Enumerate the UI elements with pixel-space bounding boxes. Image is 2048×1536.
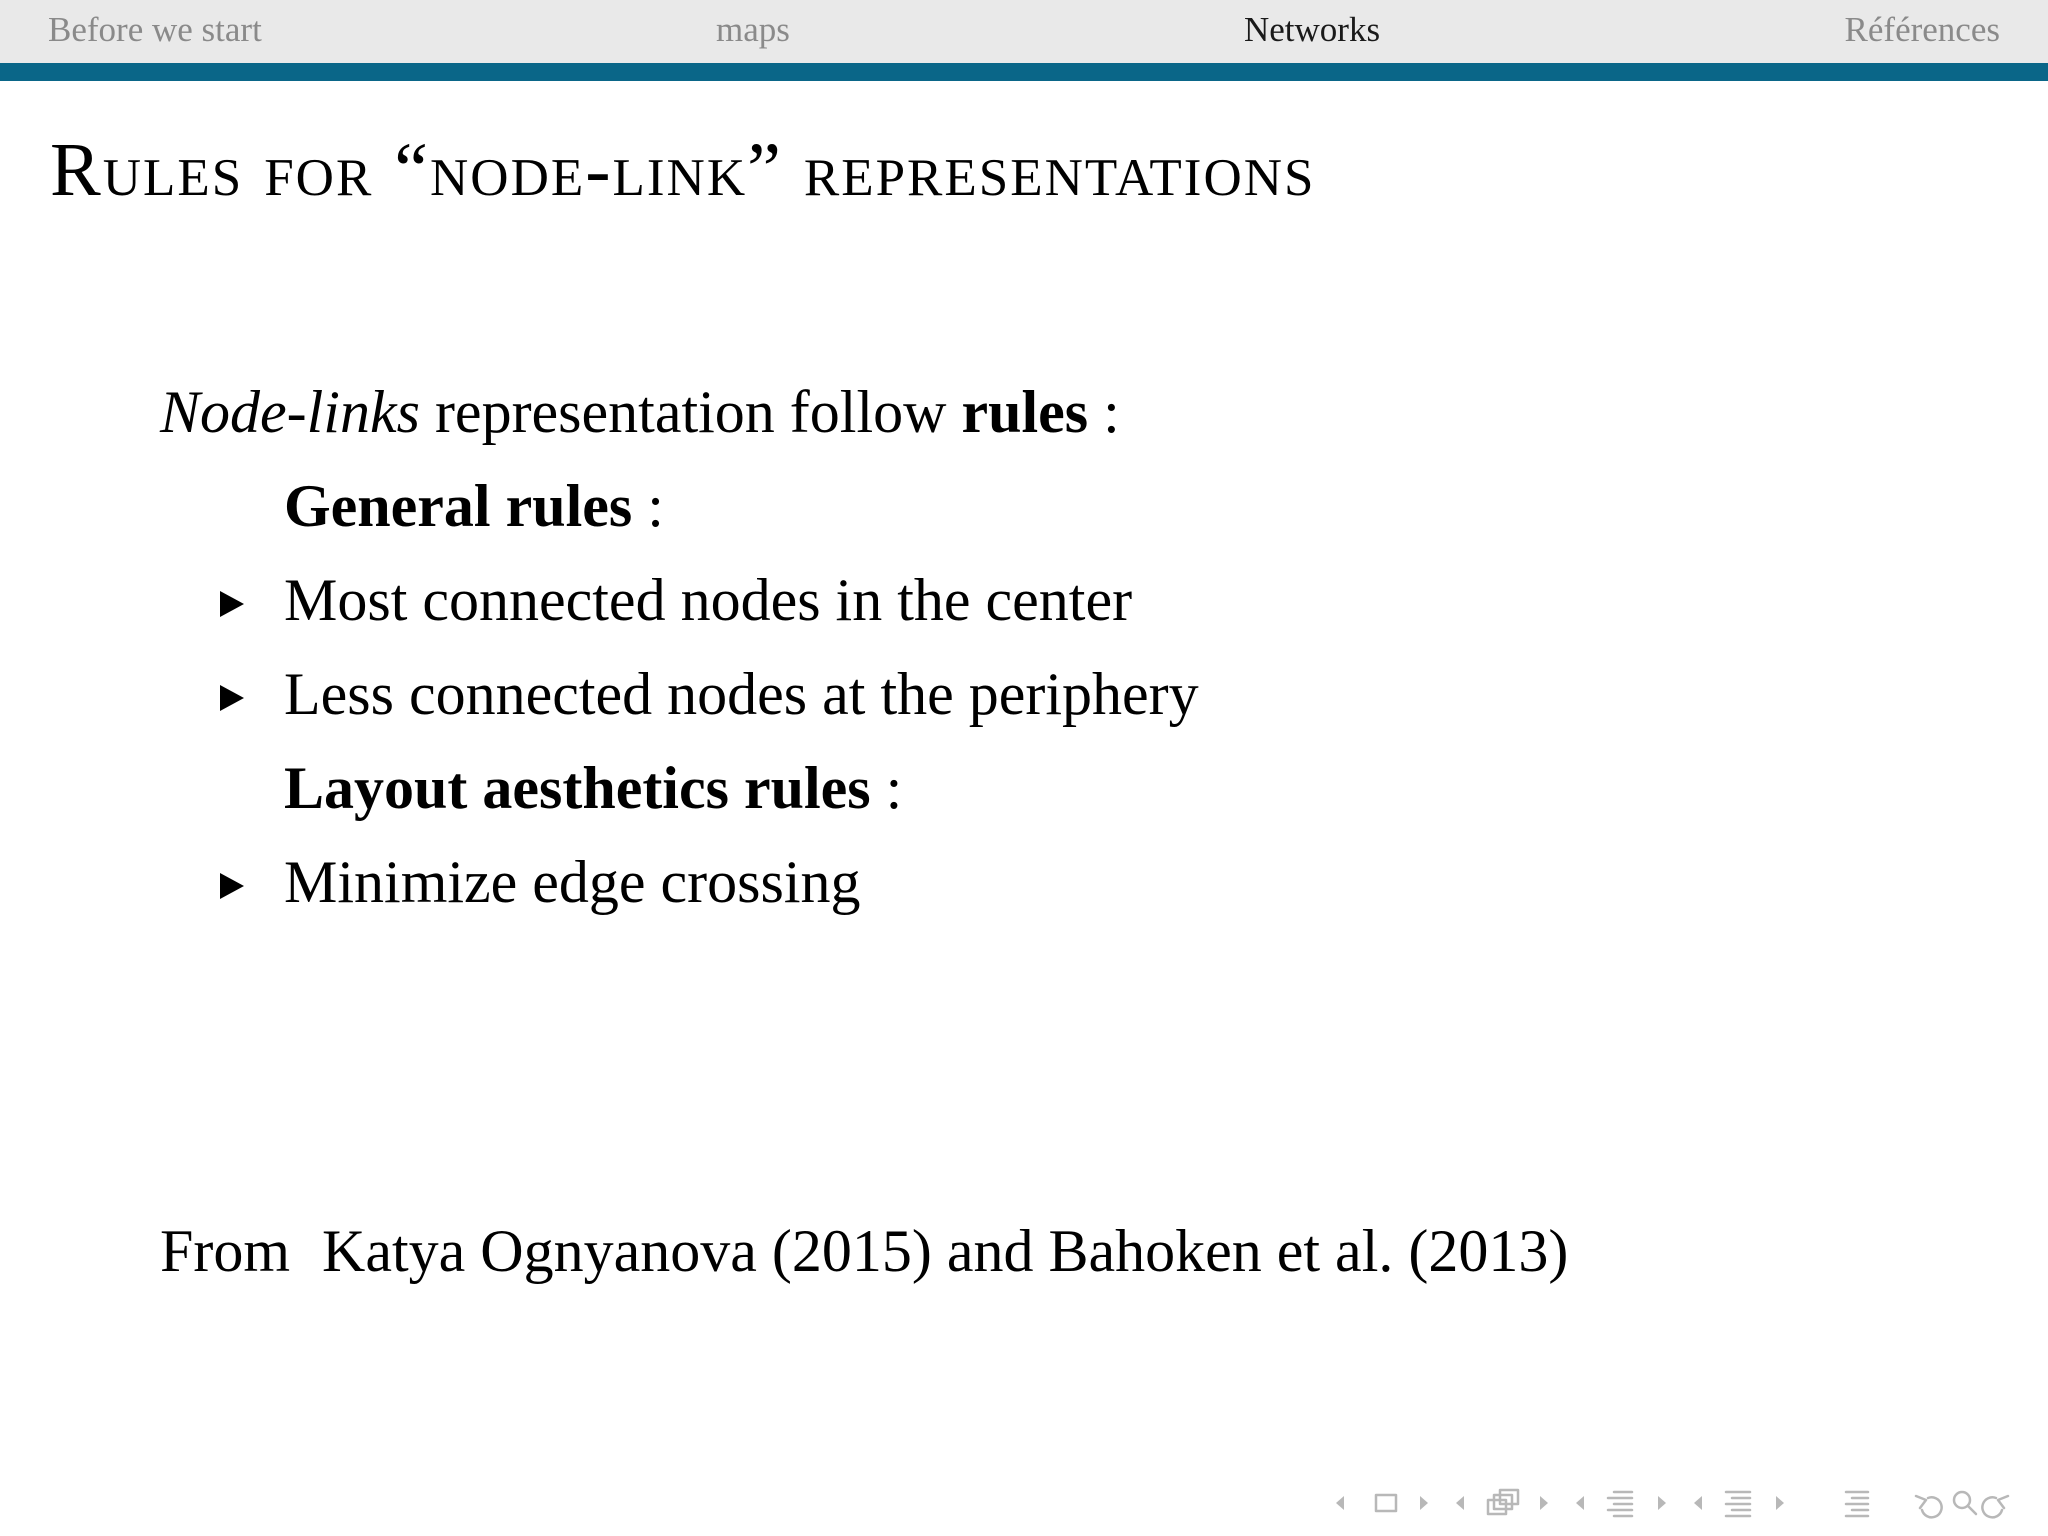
nav-item-references[interactable]: Références [1844, 10, 2000, 49]
frame-stack-icon[interactable] [1488, 1490, 1518, 1514]
bullet-triangle-icon [220, 873, 244, 899]
back-icon[interactable] [1916, 1496, 1942, 1517]
list-item-text: Less connected nodes at the periphery [284, 661, 1199, 727]
list-item-text: Minimize edge crossing [284, 849, 861, 915]
section-icon[interactable] [1726, 1492, 1750, 1516]
header-stripe [0, 63, 2048, 81]
toc-icon[interactable] [1846, 1492, 1868, 1516]
arrow-right-icon[interactable] [1420, 1496, 1428, 1510]
section-heading-text: General rules [284, 473, 633, 539]
source-prefix: From [160, 1218, 291, 1284]
slide-content [160, 365, 1960, 929]
intro-bold: rules [961, 379, 1089, 445]
intro-suffix: : [1088, 379, 1120, 445]
navigation-bar [0, 0, 2048, 63]
list-item [160, 647, 1960, 741]
arrow-left-icon[interactable] [1694, 1496, 1702, 1510]
nav-item-networks[interactable]: Networks [1244, 10, 1381, 49]
section-heading-general [160, 459, 1960, 553]
forward-icon[interactable] [1982, 1496, 2008, 1517]
subsection-icon[interactable] [1608, 1492, 1632, 1516]
navigation-symbols [1332, 1486, 2032, 1520]
list-item [160, 553, 1960, 647]
intro-italic: Node-links [160, 379, 420, 445]
arrow-left-icon[interactable] [1576, 1496, 1584, 1510]
section-heading-layout [160, 741, 1960, 835]
slide-icon[interactable] [1376, 1495, 1396, 1511]
arrow-right-icon[interactable] [1776, 1496, 1784, 1510]
arrow-right-icon[interactable] [1540, 1496, 1548, 1510]
nav-item-maps[interactable]: maps [716, 10, 790, 49]
slide-title: Rules for “node-link” representations [50, 128, 1316, 212]
arrow-left-icon[interactable] [1456, 1496, 1464, 1510]
arrow-left-icon[interactable] [1336, 1496, 1344, 1510]
search-icon[interactable] [1954, 1492, 1976, 1514]
list-item [160, 835, 1960, 929]
section-heading-text: Layout aesthetics rules [284, 755, 871, 821]
arrow-right-icon[interactable] [1658, 1496, 1666, 1510]
section-heading-suffix: : [632, 473, 664, 539]
nav-item-before-we-start[interactable]: Before we start [48, 10, 262, 49]
navigation-symbols-svg [1332, 1486, 2032, 1520]
source-text: Katya Ognyanova (2015) and Bahoken et al. (2013) [322, 1218, 1569, 1284]
section-heading-suffix: : [870, 755, 903, 821]
intro-text: representation follow [419, 379, 962, 445]
source-citation [160, 1204, 1568, 1298]
list-item-text: Most connected nodes in the center [284, 567, 1133, 633]
bullet-triangle-icon [220, 591, 244, 617]
intro-line [160, 365, 1960, 459]
bullet-triangle-icon [220, 685, 244, 711]
